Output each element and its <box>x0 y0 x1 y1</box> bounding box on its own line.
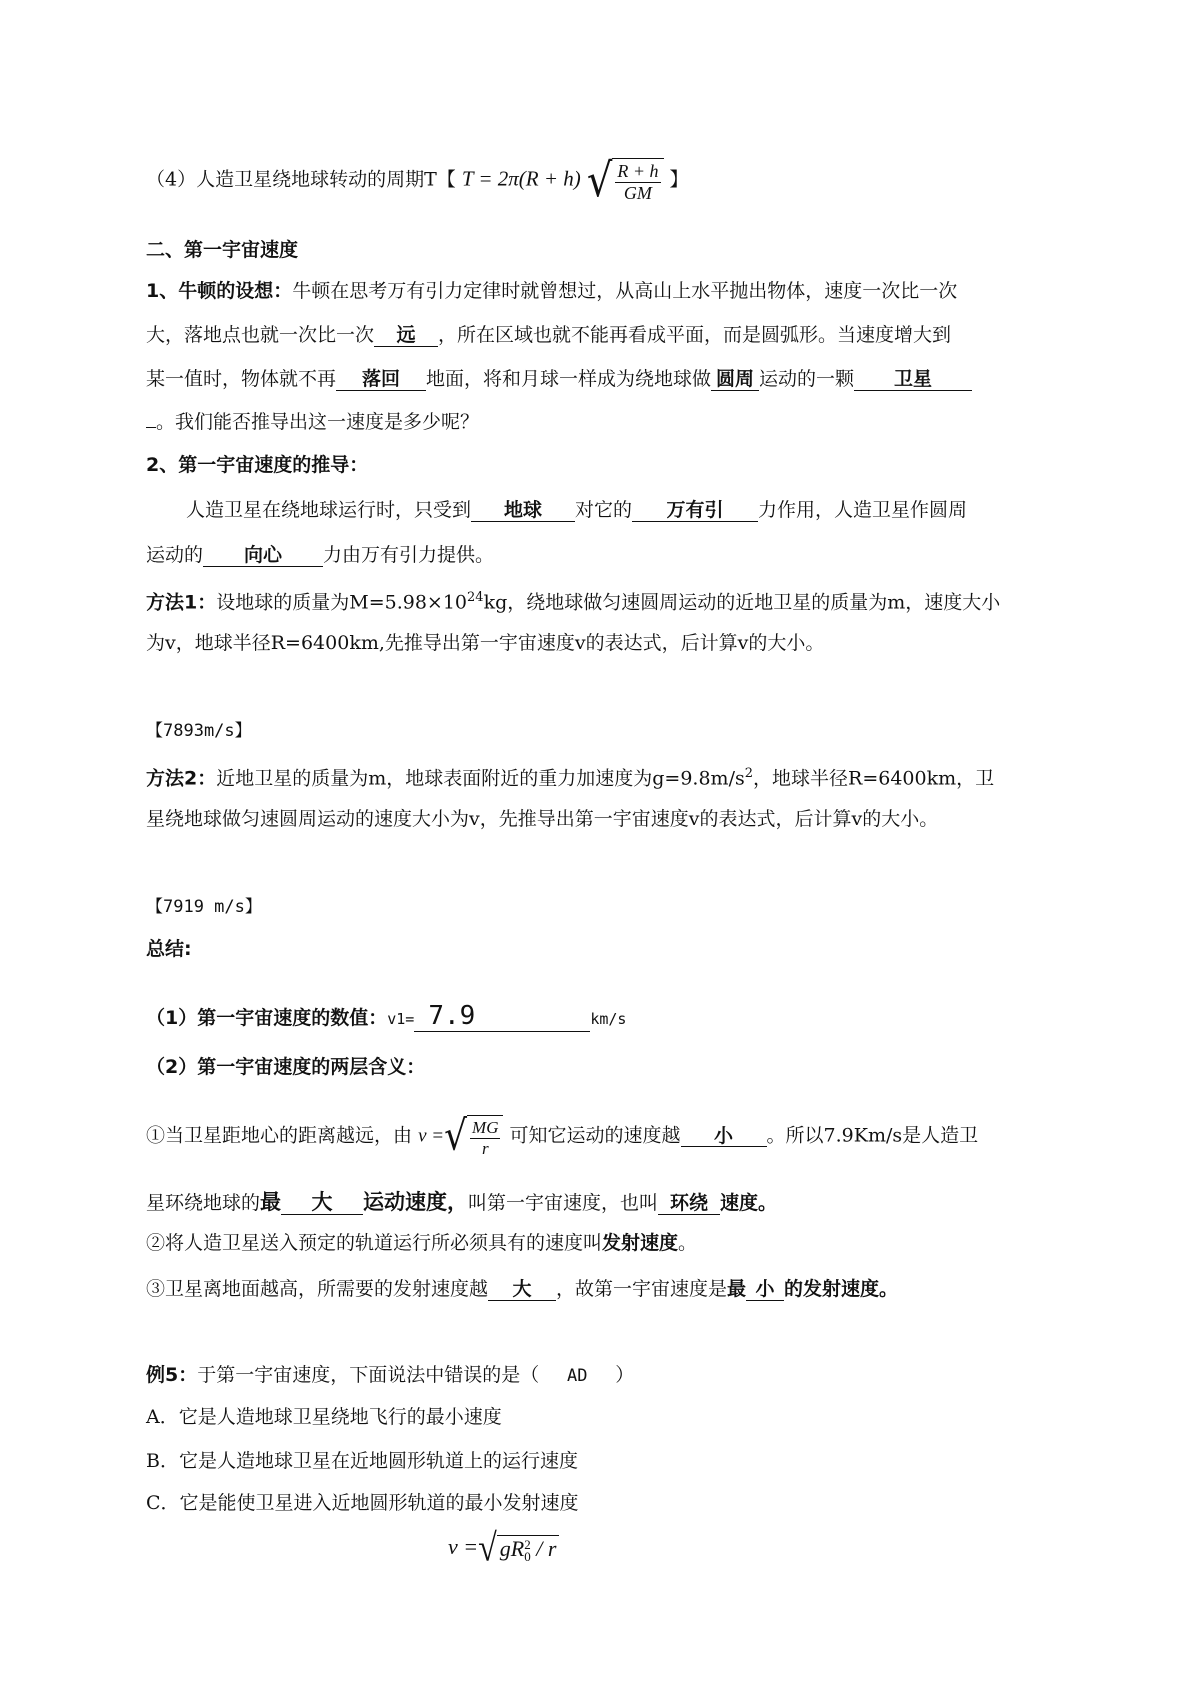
period-sqrt <box>612 158 663 203</box>
newton-label: 1、牛顿的设想： <box>146 280 293 302</box>
radical-sign: √ <box>478 1527 497 1570</box>
summary-p1 <box>146 1112 979 1160</box>
radical-sign: √ <box>444 1112 468 1160</box>
summary-p4b: ，故第一宇宙速度是 <box>556 1278 728 1300</box>
answer-blank: 万有引 <box>632 500 758 522</box>
exponent: 24 <box>467 590 484 605</box>
method1-text-1b: kg，绕地球做匀速圆周运动的近地卫星的质量为m，速度大小 <box>483 591 1001 614</box>
summary-p2-b2: 运动速度， <box>363 1190 469 1214</box>
example5-formula-sub: 0 <box>524 1549 531 1565</box>
answer-blank: 向心 <box>203 545 323 567</box>
period-frac-den: GM <box>623 182 652 203</box>
period-prefix: （4）人造卫星绕地球转动的周期T【 <box>146 168 456 191</box>
exponent: 2 <box>744 766 754 781</box>
example5-formula-body: gR <box>499 1536 525 1562</box>
method1-line-2 <box>146 634 824 653</box>
summary-item1-v: v1= <box>387 1010 415 1028</box>
answer-blank: 大 <box>488 1279 556 1301</box>
period-suffix: 】 <box>669 168 689 191</box>
example5-formula-lead: v = <box>448 1534 479 1560</box>
method2-text-1b: ，地球半径R=6400km，卫 <box>753 767 995 790</box>
answer-blank: 小 <box>681 1126 767 1148</box>
method2-line-1 <box>146 767 994 788</box>
derivation-text-2b: 力由万有引力提供。 <box>323 544 495 566</box>
derivation-text-1b: 对它的 <box>575 499 633 521</box>
summary-item1-label: （1）第一宇宙速度的数值： <box>146 1007 388 1029</box>
newton-text-1: 牛顿在思考万有引力定律时就曾想过，从高山上水平抛出物体，速度一次比一次 <box>292 280 958 302</box>
newton-text-3c: 运动的一颗 <box>759 368 855 390</box>
example5-close: ） <box>615 1364 635 1386</box>
section-heading: 二、第一宇宙速度 <box>146 239 299 261</box>
derivation-text-1c: 力作用，人造卫星作圆周 <box>758 499 968 521</box>
method1-text-1a: 设地球的质量为M=5.98×10 <box>216 591 468 614</box>
example5-formula-sup: 2 <box>524 1537 531 1553</box>
example5-formula-tail: / r <box>536 1536 557 1562</box>
period-frac-num: R + h <box>617 161 659 181</box>
method2-label: 方法2： <box>146 767 217 790</box>
summary-p3b: 发射速度 <box>602 1232 679 1254</box>
summary-p2-b3: 速度。 <box>720 1192 778 1214</box>
newton-text-3b: 地面，将和月球一样成为绕地球做 <box>426 368 712 390</box>
summary-p3a: ②将人造卫星送入预定的轨道运行所必须具有的速度叫 <box>146 1232 603 1254</box>
answer-blank: 小 <box>746 1279 784 1301</box>
answer-blank: 圆周 <box>711 369 759 391</box>
p1-sqrt <box>467 1115 503 1158</box>
example5-question-text: 于第一宇宙速度，下面说法中错误的是（ <box>197 1364 540 1386</box>
answer-blank: 大 <box>281 1191 363 1215</box>
summary-p1b: 可知它运动的速度越 <box>509 1124 681 1147</box>
method1-text-2: 为v，地球半径R=6400km,先推导出第一宇宙速度v的表达式，后计算v的大小。 <box>146 632 825 654</box>
summary-p2c: 叫第一宇宙速度，也叫 <box>468 1192 659 1214</box>
newton-text-2a: 大，落地点也就一次比一次 <box>146 324 375 346</box>
answer-blank: 7.9 <box>414 1002 590 1032</box>
summary-item-2: （2）第一宇宙速度的两层含义： <box>146 1056 426 1078</box>
derivation-text-1a: 人造卫星在绕地球运行时，只受到 <box>186 499 472 521</box>
newton-line-4 <box>146 413 479 432</box>
summary-p2a: 星环绕地球的 <box>146 1192 261 1214</box>
answer-blank: 远 <box>374 325 438 347</box>
newton-line-3 <box>146 369 972 391</box>
summary-item-1 <box>146 1002 626 1032</box>
derivation-label: 2、第一宇宙速度的推导： <box>146 454 369 476</box>
summary-label: 总结: <box>146 938 192 960</box>
summary-p4-c1: 最 <box>727 1278 747 1300</box>
method1-label: 方法1： <box>146 591 217 614</box>
blank-continuation <box>146 427 156 428</box>
summary-p2 <box>146 1191 777 1215</box>
summary-p1c: 。所以7.9Km/s是人造卫 <box>766 1124 979 1147</box>
option-c: C．它是能使卫星进入近地圆形轨道的最小发射速度 <box>146 1492 579 1514</box>
summary-p4-c2: 的发射速度。 <box>784 1278 899 1300</box>
example5-question <box>146 1366 634 1385</box>
answer-blank: 卫星 <box>854 369 972 391</box>
derivation-text-2a: 运动的 <box>146 544 204 566</box>
example5-sqrt <box>497 1535 560 1563</box>
p1-frac-den: r <box>481 1138 489 1158</box>
summary-item1-unit: km/s <box>590 1010 627 1028</box>
newton-line-1 <box>146 282 957 301</box>
option-b: B．它是人造地球卫星在近地圆形轨道上的运行速度 <box>146 1450 578 1472</box>
summary-p1a: ①当卫星距地心的距离越远，由 <box>146 1124 413 1147</box>
p1-frac-num: MG <box>472 1118 499 1137</box>
answer-blank: 落回 <box>336 369 426 391</box>
derivation-line-2 <box>146 545 494 567</box>
newton-line-2 <box>146 325 951 347</box>
derivation-line-1 <box>186 500 967 522</box>
example5-answer: AD <box>567 1366 588 1386</box>
newton-text-4: 。我们能否推导出这一速度是多少呢？ <box>156 411 480 433</box>
example5-label: 例5： <box>146 1364 198 1386</box>
method1-line-1 <box>146 591 1000 612</box>
method2-line-2 <box>146 810 938 829</box>
example5-formula <box>448 1527 559 1570</box>
method2-text-2: 星绕地球做匀速圆周运动的速度大小为v，先推导出第一宇宙速度v的表达式，后计算v的大小。 <box>146 808 939 830</box>
radical-sign: √ <box>586 154 613 208</box>
newton-text-3a: 某一值时，物体就不再 <box>146 368 337 390</box>
answer-blank: 地球 <box>471 500 575 522</box>
summary-p3c: 。 <box>678 1232 698 1254</box>
period-formula-lead: T = 2π(R + h) <box>461 166 581 191</box>
summary-p3 <box>146 1234 697 1253</box>
newton-text-2b: ，所在区域也就不能再看成平面，而是圆弧形。当速度增大到 <box>438 324 952 346</box>
option-a: A．它是人造地球卫星绕地飞行的最小速度 <box>146 1406 502 1428</box>
period-line <box>146 154 689 208</box>
summary-p1-v: v = <box>418 1125 445 1147</box>
answer-blank: 环绕 <box>658 1193 720 1215</box>
summary-p2-b1: 最 <box>260 1190 282 1214</box>
summary-p4 <box>146 1279 898 1301</box>
summary-p4a: ③卫星离地面越高，所需要的发射速度越 <box>146 1278 489 1300</box>
method2-answer: 【7919 m/s】 <box>146 897 262 917</box>
method1-answer: 【7893m/s】 <box>146 721 252 741</box>
method2-text-1a: 近地卫星的质量为m，地球表面附近的重力加速度为g=9.8m/s <box>216 767 745 790</box>
